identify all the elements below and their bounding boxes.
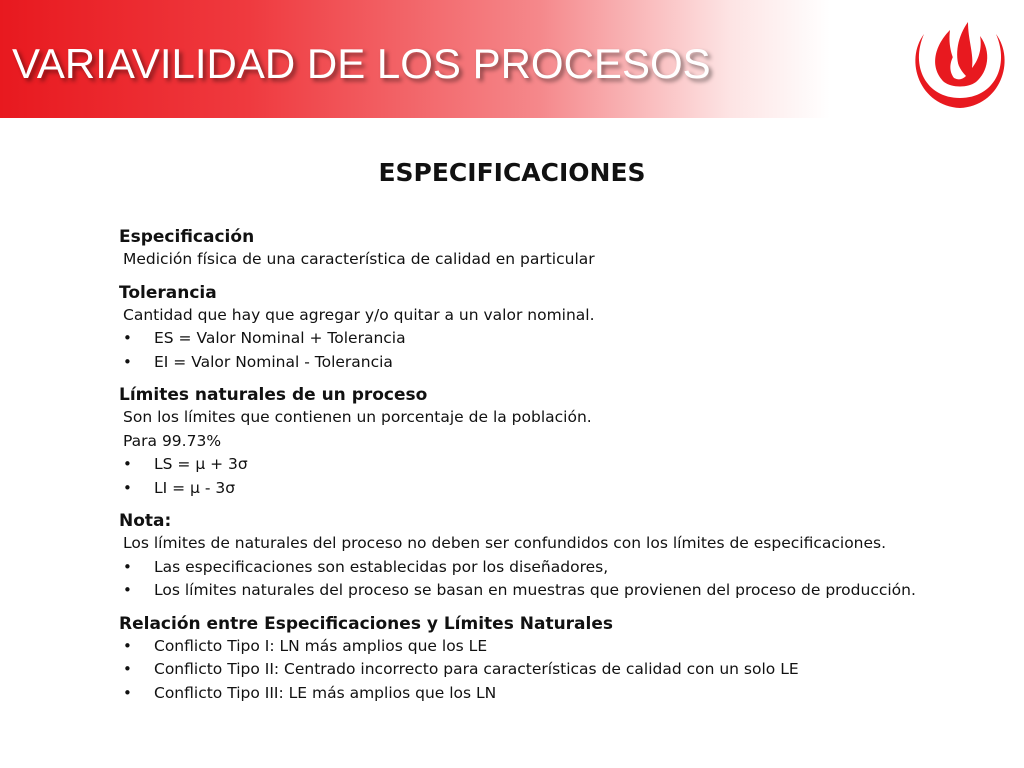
bullet-icon: •	[123, 478, 132, 497]
bullet-icon: •	[123, 683, 132, 702]
upc-flame-logo-icon	[902, 6, 1018, 114]
bullet-text: Las especificaciones son establecidas por los diseñadores,	[154, 557, 609, 576]
section-especificacion	[119, 226, 999, 272]
bullet-item	[119, 477, 999, 501]
bullet-item	[119, 327, 999, 351]
section-heading: Tolerancia	[119, 282, 217, 303]
bullet-text: ES = Valor Nominal + Tolerancia	[154, 329, 406, 347]
section-heading: Nota:	[119, 511, 172, 531]
bullet-item	[119, 682, 999, 706]
section-heading: Especificación	[119, 227, 255, 247]
bullet-text: LS = μ + 3σ	[154, 455, 248, 473]
bullet-text: Conflicto Tipo I: LN más amplios que los LE	[154, 636, 488, 655]
slide-title: VARIAVILIDAD DE LOS PROCESOS	[12, 40, 711, 87]
bullet-text: Conflicto Tipo II: Centrado incorrecto para características de calidad con un solo LE	[154, 660, 799, 678]
bullet-icon: •	[123, 581, 132, 599]
section-text: Medición física de una característica de calidad en particular	[123, 250, 595, 268]
section-limites-naturales	[119, 384, 999, 500]
bullet-item	[119, 658, 999, 682]
header-banner	[0, 0, 830, 118]
section-text: Cantidad que hay que agregar y/o quitar a un valor nominal.	[123, 305, 595, 324]
bullet-icon: •	[123, 660, 132, 678]
section-text: Los límites de naturales del proceso no deben ser confundidos con los límites de especificaciones.	[123, 534, 887, 552]
bullet-item	[119, 635, 999, 659]
section-heading: Relación entre Especificaciones y Límites Naturales	[119, 613, 614, 634]
bullet-text: LI = μ - 3σ	[154, 478, 236, 497]
bullet-item	[119, 453, 999, 477]
section-relacion	[119, 613, 999, 706]
bullet-text: Conflicto Tipo III: LE más amplios que los LN	[154, 683, 497, 702]
section-heading: Límites naturales de un proceso	[119, 385, 428, 405]
bullet-icon: •	[123, 636, 132, 655]
section-text: Son los límites que contienen un porcentaje de la población.	[123, 408, 592, 426]
bullet-item	[119, 556, 999, 580]
bullet-text: EI = Valor Nominal - Tolerancia	[154, 352, 393, 371]
content-body	[119, 226, 999, 715]
bullet-item	[119, 351, 999, 375]
bullet-text: Los límites naturales del proceso se basan en muestras que provienen del proceso de producción.	[154, 581, 916, 599]
bullet-item	[119, 579, 999, 603]
section-subtitle: ESPECIFICACIONES	[378, 158, 646, 187]
bullet-icon: •	[123, 352, 132, 371]
bullet-icon: •	[123, 557, 132, 576]
bullet-icon: •	[123, 455, 132, 473]
section-text: Para 99.73%	[123, 431, 222, 450]
section-tolerancia	[119, 282, 999, 375]
bullet-icon: •	[123, 329, 132, 347]
section-nota	[119, 510, 999, 603]
